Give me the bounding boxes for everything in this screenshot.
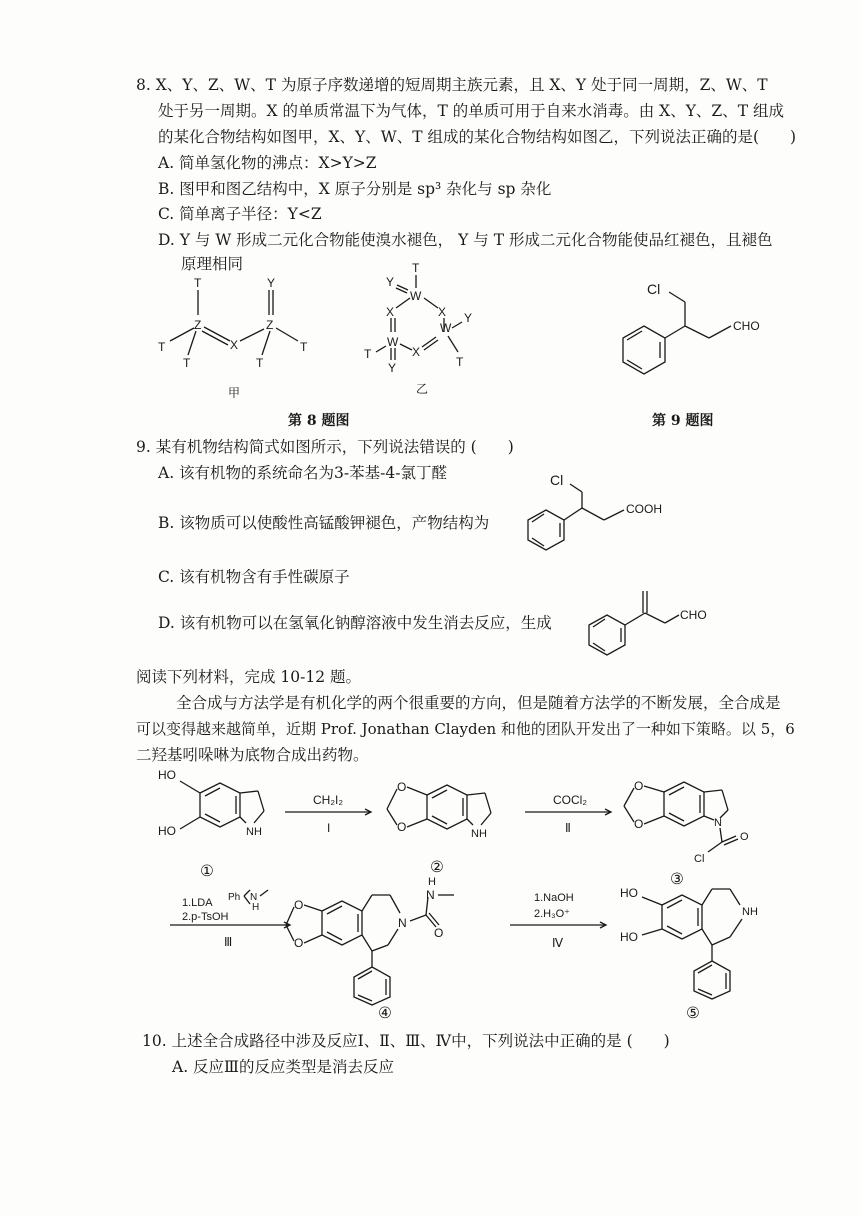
c4-o-top: O — [294, 898, 304, 912]
c3-o-top: O — [634, 779, 644, 793]
reagent-iii-ph: Ph — [228, 892, 241, 903]
yi-atom-w-left: W — [387, 335, 399, 349]
q10-option-a: A. 反应Ⅲ的反应类型是消去反应 — [172, 1058, 394, 1076]
q10-stem: 10. 上述全合成路径中涉及反应I、Ⅱ、Ⅲ、Ⅳ中，下列说法中正确的是 ( ) — [142, 1032, 670, 1050]
passage-intro: 阅读下列材料，完成 10-12 题。 — [136, 668, 362, 686]
yi-atom-x-left: X — [386, 305, 395, 319]
q9-option-d-structure — [585, 585, 725, 665]
q8-option-a: A. 简单氢化物的沸点：X>Y>Z — [158, 154, 377, 172]
q9-option-b: B. 该物质可以使酸性高锰酸钾褪色，产物结构为 — [158, 514, 490, 532]
q9-option-c: C. 该有机物含有手性碳原子 — [158, 568, 350, 586]
reagent-iii-h: H — [252, 902, 260, 913]
c4-n-amide: N — [426, 888, 435, 902]
c3-o-carbonyl: O — [740, 831, 749, 843]
q9-atom-cl: Cl — [647, 281, 661, 297]
compound-5-label: ⑤ — [686, 1004, 700, 1022]
reagent-ii: COCl₂ — [553, 793, 587, 807]
yi-label: 乙 — [416, 382, 429, 396]
yi-atom-y-bottom: Y — [388, 361, 397, 375]
figure-yi — [360, 260, 490, 395]
q8-figure-caption: 第 8 题图 — [288, 413, 350, 429]
c4-o-carbonyl: O — [434, 926, 444, 940]
q9-atom-cho: CHO — [733, 319, 760, 333]
c5-nh: NH — [742, 906, 758, 918]
reagent-i: CH₂I₂ — [313, 793, 343, 807]
arrow-step-4 — [510, 885, 620, 955]
passage-line3: 二羟基吲哚啉为底物合成出药物。 — [136, 746, 369, 764]
c3-o-bottom: O — [634, 817, 644, 831]
c5-ho-bottom: HO — [620, 930, 638, 944]
c2-o-bottom: O — [397, 820, 407, 834]
c5-ho-top: HO — [620, 886, 638, 900]
q9-option-a: A. 该有机物的系统命名为3-苯基-4-氯丁醛 — [158, 464, 447, 482]
reagent-iii-1: 1.LDA — [182, 897, 213, 909]
jia-atom-z-right: Z — [266, 318, 274, 332]
step-iv-label: Ⅳ — [552, 936, 564, 950]
yi-atom-w-right: W — [440, 321, 452, 335]
q8-option-c: C. 简单离子半径：Y<Z — [158, 205, 322, 223]
yi-atom-t-left: T — [364, 347, 372, 361]
figure-jia — [150, 275, 320, 405]
compound-3 — [622, 762, 772, 872]
compound-2-label: ② — [430, 858, 444, 876]
step-ii-label: Ⅱ — [565, 821, 571, 835]
q9-stem: 9. 某有机物结构简式如图所示，下列说法错误的 ( ) — [136, 438, 514, 456]
q8-option-b: B. 图甲和图乙结构中，X 原子分别是 sp³ 杂化与 sp 杂化 — [158, 180, 552, 198]
jia-atom-t-top: T — [194, 276, 202, 290]
passage-line1: 全合成与方法学是有机化学的两个很重要的方向，但是随着方法学的不断发展，全合成是 — [176, 694, 781, 712]
q8-stem-line1: 8. X、Y、Z、W、T 为原子序数递增的短周期主族元素，且 X、Y 处于同一周期，Z、W、T — [136, 76, 768, 94]
q9b-atom-cooh: COOH — [626, 502, 662, 516]
jia-atom-y-top: Y — [267, 276, 276, 290]
q9d-atom-cho: CHO — [680, 608, 707, 622]
jia-atom-t-lower-right: T — [256, 356, 264, 370]
reagent-iii-n: N — [250, 892, 258, 903]
jia-atom-x: X — [230, 338, 239, 352]
reagent-iv-1: 1.NaOH — [534, 892, 574, 904]
c1-ho-top: HO — [158, 768, 176, 782]
reagent-iii-2: 2.p-TsOH — [182, 911, 229, 923]
jia-atom-t-left: T — [158, 340, 166, 354]
figure-q9-molecule — [605, 280, 785, 390]
c4-o-bottom: O — [294, 936, 304, 950]
reagent-iv-2: 2.H₃O⁺ — [534, 908, 570, 920]
yi-atom-t-right: T — [456, 355, 464, 369]
c2-nh: NH — [471, 828, 487, 840]
c2-o-top: O — [397, 780, 407, 794]
yi-atom-y-top: Y — [386, 275, 395, 289]
compound-1 — [150, 765, 270, 860]
compound-4 — [290, 875, 500, 1005]
q8-stem-line2: 处于另一周期。X 的单质常温下为气体，T 的单质可用于自来水消毒。由 X、Y、Z、T 组成 — [158, 102, 784, 120]
c4-h: H — [428, 876, 436, 888]
compound-3-label: ③ — [670, 870, 684, 888]
yi-atom-x-bottom: X — [412, 345, 421, 359]
arrow-step-1 — [285, 790, 375, 840]
compound-2 — [385, 765, 525, 860]
arrow-step-3 — [170, 880, 300, 960]
c1-nh: NH — [246, 826, 262, 838]
yi-atom-x-right: X — [438, 305, 447, 319]
compound-4-label: ④ — [378, 1004, 392, 1022]
compound-5 — [620, 875, 770, 1005]
q9b-atom-cl: Cl — [550, 472, 564, 488]
c3-cl: Cl — [694, 853, 705, 865]
jia-label: 甲 — [228, 386, 241, 400]
step-iii-label: Ⅲ — [224, 935, 233, 949]
q9-option-d: D. 该有机物可以在氢氧化钠醇溶液中发生消去反应，生成 — [158, 614, 552, 632]
jia-atom-t-lower-left: T — [183, 356, 191, 370]
yi-atom-t-top: T — [412, 261, 420, 275]
jia-atom-z-left: Z — [194, 318, 202, 332]
q9-option-b-structure — [520, 468, 670, 548]
c1-ho-bottom: HO — [158, 824, 176, 838]
jia-atom-t-right: T — [300, 340, 308, 354]
q8-option-d-line2: 原理相同 — [181, 255, 244, 273]
step-i-label: I — [327, 821, 331, 835]
yi-atom-w-top: W — [410, 289, 422, 303]
q8-stem-line3: 的某化合物结构如图甲，X、Y、W、T 组成的某化合物结构如图乙，下列说法正确的是( ) — [158, 128, 797, 146]
q9-figure-caption: 第 9 题图 — [652, 413, 714, 429]
c4-n-ring: N — [398, 916, 407, 930]
c3-n: N — [714, 817, 722, 829]
passage-line2: 可以变得越来越简单，近期 Prof. Jonathan Clayden 和他的团队开发出了一种如下策略。以 5，6 — [136, 720, 795, 738]
q8-option-d-line1: D. Y 与 W 形成二元化合物能使溴水褪色， Y 与 T 形成二元化合物能使品红褪色，且褪色 — [158, 231, 773, 249]
yi-atom-y-right: Y — [464, 311, 473, 325]
arrow-step-2 — [525, 790, 615, 840]
compound-1-label: ① — [200, 862, 214, 880]
